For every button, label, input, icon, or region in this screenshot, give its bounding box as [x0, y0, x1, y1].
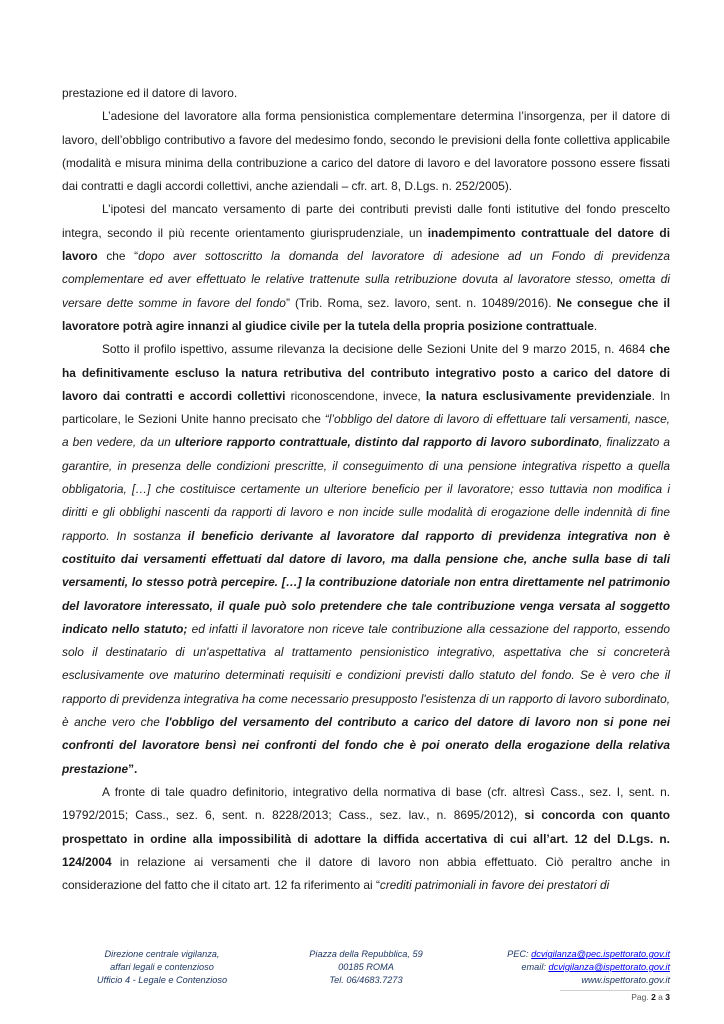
bold-text: la natura esclusivamente previdenziale — [425, 388, 652, 403]
quoted-text: crediti patrimoniali in favore dei prestatori di — [379, 878, 610, 893]
bold-text: ”. — [128, 761, 138, 776]
page-current: 2 — [651, 992, 656, 1002]
quoted-text: ed infatti il lavoratore non riceve tale contribuzione alla cessazione del rapporto, essendo solo il destinatario di un'aspettativa al trattamento pensionistico integrativo, aspettativa che si concreterà esclusivamente ove maturino determinati requisiti e condizioni previsti dallo statuto del fondo. Se è vero che il rapporto di previdenza integrativa ha come necessario presupposto l'esistenza di un rapporto di lavoro subordinato, è anche vero che — [62, 621, 670, 730]
text-run: . — [593, 318, 598, 333]
footer-email-line — [466, 961, 670, 974]
text-run: riconoscendone, invece, — [285, 388, 426, 403]
paragraph-2 — [62, 198, 670, 338]
footer-line: Piazza della Repubblica, 59 — [309, 949, 423, 959]
text-run: L’adesione del lavoratore alla forma pensionistica complementare determina l’insorgenza, per il datore di lavoro, dell’obbligo contributivo a favore del medesimo fondo, secondo le previsioni della fonte collettiva applicabile (modalità e misura minima della contribuzione a carico del datore di lavoro e del lavoratore possono essere fissati dai contratti e dagli accordi collettivi, anche aziendali – cfr. art. 8, D.Lgs. n. 252/2005). — [62, 109, 670, 194]
paragraph-1 — [62, 105, 670, 198]
footer-line: affari legali e contenzioso — [110, 961, 214, 972]
text-run: che “ — [97, 249, 139, 264]
quoted-text: , finalizzato a garantire, in presenza delle condizioni prescritte, il conseguimento di una pensione integrativa rispetto a quella obbligatoria, […] che costituisce certamente un ulteriore beneficio per il lavoratore; esso tuttavia non modifica i diritti e gli obblighi nascenti da rapporti di lavoro e non incide sulle modalità di erogazione delle indennità di fine rapporto. In sostanza — [62, 435, 670, 543]
bold-text: Ne consegue che il lavoratore potrà agire innanzi al giudice civile per la tutela della propria posizione contrattuale — [62, 295, 670, 333]
bold-italic-text: il beneficio derivante al lavoratore dal rapporto di previdenza integrativa non è costituito dai versamenti effettuati dal datore di lavoro, ma dalla pensione che, anche sulla base di tali versamenti, lo stesso potrà percepire. […] la contribuzione datoriale non entra direttamente nel patrimonio del lavoratore interessato, il quale può solo pretendere che tale contribuzione venga versata al soggetto indicato nello statuto; — [62, 528, 670, 636]
text-run: Sotto il profilo ispettivo, assume rilevanza la decisione delle Sezioni Unite del 9 marzo 2015, n. 4684 — [102, 342, 650, 357]
bold-text: si concorda con quanto prospettato in ordine alla impossibilità di adottare la diffida accertativa di cui all’art. 12 del D.Lgs. n. 124/2004 — [62, 808, 670, 869]
pec-label: PEC: — [507, 949, 532, 959]
quoted-text: “l’obbligo del datore di lavoro di effettuare tali versamenti, nasce, a ben vedere, da un — [62, 412, 670, 450]
quoted-text: dopo aver sottoscritto la domanda del lavoratore di adesione ad un Fondo di previdenza complementare ed aver effettuato le relative trattenute sulla retribuzione dovuta al lavoratore stesso, ometta di versare dette somme in favore del fondo — [62, 249, 670, 310]
paragraph-3 — [62, 338, 670, 781]
page-label: Pag. — [631, 992, 652, 1002]
page-number — [560, 990, 670, 1002]
page-footer — [62, 948, 670, 996]
footer-pec-line — [466, 948, 670, 961]
website-link[interactable]: www.ispettorato.gov.it — [581, 974, 670, 985]
email-link[interactable]: dcvigilanza@ispettorato.gov.it — [548, 961, 670, 972]
email-label: email: — [521, 961, 549, 972]
footer-line: Ufficio 4 - Legale e Contenzioso — [96, 974, 228, 985]
page-total: 3 — [665, 992, 670, 1002]
bold-text: inadempimento contrattuale del datore di lavoro — [62, 225, 670, 264]
text-run: L’ipotesi del mancato versamento di parte dei contributi previsti dalle fonti istitutive del fondo prescelto integra, secondo il più recente orientamento giurisprudenziale, un — [62, 202, 670, 240]
footer-contacts — [466, 948, 670, 986]
text-run: ” (Trib. Roma, sez. lavoro, sent. n. 10489/2016). — [285, 295, 557, 310]
footer-line: Tel. 06/4683.7273 — [329, 974, 403, 985]
text-run: prestazione ed il datore di lavoro. — [62, 86, 238, 100]
text-run: A fronte di tale quadro definitorio, integrativo della normativa di base (cfr. altresì Cass., sez. I, sent. n. 19792/2015; Cass., sez. 6, sent. n. 8228/2013; Cass., sez. lav., n. 8695/2012), — [62, 784, 670, 823]
bold-italic-text: l'obbligo del versamento del contributo a carico del datore di lavoro non si pone nei confronti del lavoratore bensì nei confronti del fondo che è poi onerato della erogazione della relativa prestazione — [62, 715, 671, 776]
text-run: . In particolare, le Sezioni Unite hanno precisato che — [62, 388, 670, 427]
footer-line: 00185 ROMA — [338, 961, 394, 972]
bold-text: che ha definitivamente escluso la natura retributiva del contributo integrativo posto a carico del datore di lavoro dai contratti e accordi collettivi — [62, 342, 670, 403]
footer-office — [62, 948, 262, 986]
footer-line: Direzione centrale vigilanza, — [104, 949, 220, 959]
paragraph-0 — [62, 82, 670, 105]
paragraph-4 — [62, 781, 670, 897]
page-sep: a — [655, 992, 666, 1002]
pec-link[interactable]: dcvigilanza@pec.ispettorato.gov.it — [531, 949, 670, 959]
footer-address — [266, 948, 466, 986]
bold-italic-text: ulteriore rapporto contrattuale, distinto dal rapporto di lavoro subordinato — [174, 435, 600, 450]
document-body — [62, 82, 670, 897]
text-run: in relazione ai versamenti che il datore di lavoro non abbia effettuato. Ciò peraltro anche in considerazione del fatto che il citato art. 12 fa riferimento ai “ — [62, 854, 670, 893]
